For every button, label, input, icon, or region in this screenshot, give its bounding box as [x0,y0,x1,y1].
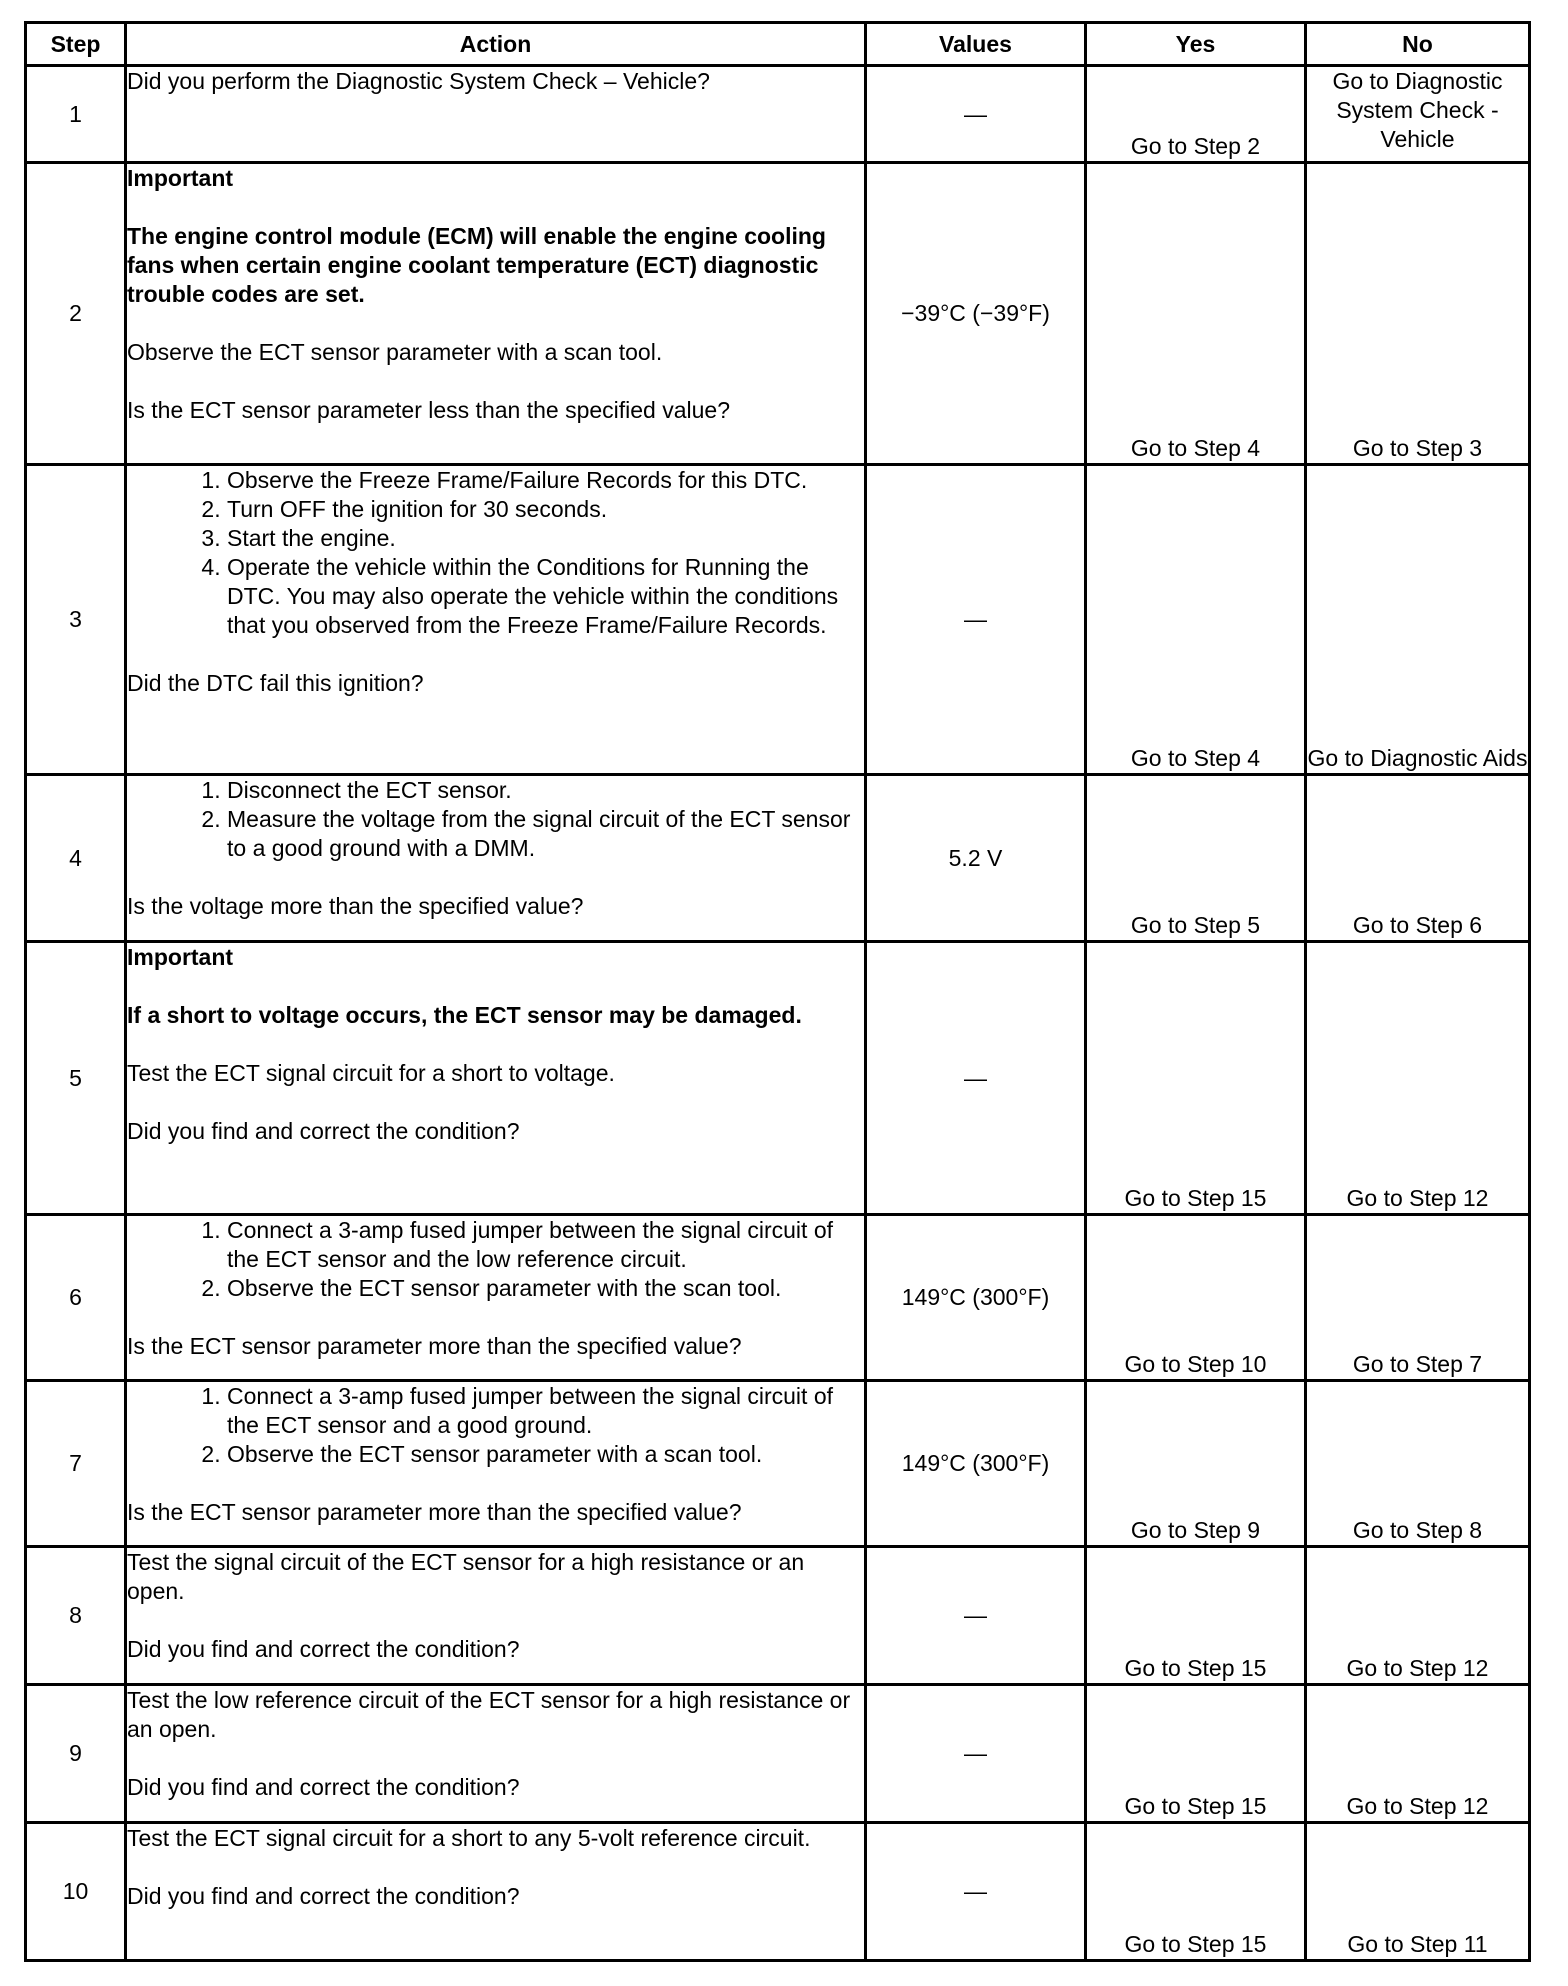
step-number: 3 [26,465,126,775]
no-cell: Go to Step 7 [1306,1215,1530,1381]
step-number: 1 [26,66,126,163]
yes-cell: Go to Step 4 [1086,163,1306,465]
instruction-text: Test the signal circuit of the ECT sensor for a high resistance or an open. [127,1549,805,1604]
question-text: Did you find and correct the condition? [127,1774,520,1800]
procedure-item: 1. Observe the Freeze Frame/Failure Records for this DTC. [227,466,864,495]
step-number: 2 [26,163,126,465]
value-cell: 149°C (300°F) [866,1215,1086,1381]
question-text: Is the ECT sensor parameter less than the specified value? [127,397,731,423]
action-cell [126,942,866,1215]
procedure-item: 3. Start the engine. [227,524,864,553]
header-no: No [1306,23,1530,66]
yes-cell: Go to Step 9 [1086,1381,1306,1547]
action-cell [126,775,866,942]
question-text: Did you find and correct the condition? [127,1118,520,1144]
value-cell: — [866,1547,1086,1685]
table-row [26,942,1530,1215]
table-row [26,163,1530,465]
yes-cell: Go to Step 15 [1086,1547,1306,1685]
question-text: Is the ECT sensor parameter more than the specified value? [127,1499,742,1525]
yes-cell: Go to Step 15 [1086,1823,1306,1961]
procedure-item: 2. Observe the ECT sensor parameter with the scan tool. [227,1274,864,1303]
action-cell [126,1685,866,1823]
question-text: Did you find and correct the condition? [127,1636,520,1662]
no-cell: Go to Step 8 [1306,1381,1530,1547]
instruction-text: Test the ECT signal circuit for a short to any 5-volt reference circuit. [127,1825,811,1851]
action-cell [126,1547,866,1685]
procedure-item: 1. Connect a 3-amp fused jumper between the signal circuit of the ECT sensor and the low reference circuit. [227,1216,864,1274]
value-cell: 5.2 V [866,775,1086,942]
procedure-item: 2. Turn OFF the ignition for 30 seconds. [227,495,864,524]
no-cell: Go to Diagnostic System Check - Vehicle [1306,66,1530,163]
table-row [26,775,1530,942]
no-cell: Go to Step 12 [1306,942,1530,1215]
step-number: 4 [26,775,126,942]
value-cell: 149°C (300°F) [866,1381,1086,1547]
no-cell: Go to Diagnostic Aids [1306,465,1530,775]
header-step: Step [26,23,126,66]
step-number: 7 [26,1381,126,1547]
header-yes: Yes [1086,23,1306,66]
important-label: Important [127,165,234,191]
step-number: 5 [26,942,126,1215]
diagnostic-table [24,21,1531,1962]
no-cell: Go to Step 12 [1306,1685,1530,1823]
no-cell: Go to Step 6 [1306,775,1530,942]
header-action: Action [126,23,866,66]
important-note: The engine control module (ECM) will enable the engine cooling fans when certain engine coolant temperature (ECT) diagnostic trouble codes are set. [127,223,826,307]
table-row [26,66,1530,163]
no-cell: Go to Step 3 [1306,163,1530,465]
value-cell: — [866,942,1086,1215]
yes-cell: Go to Step 15 [1086,1685,1306,1823]
procedure-item: 1. Connect a 3-amp fused jumper between the signal circuit of the ECT sensor and a good ground. [227,1382,864,1440]
yes-cell: Go to Step 2 [1086,66,1306,163]
important-note: If a short to voltage occurs, the ECT sensor may be damaged. [127,1002,802,1028]
procedure-list [127,1382,864,1469]
step-number: 9 [26,1685,126,1823]
value-cell: −39°C (−39°F) [866,163,1086,465]
procedure-item: 2. Measure the voltage from the signal circuit of the ECT sensor to a good ground with a DMM. [227,805,864,863]
procedure-list [127,466,864,640]
table-row [26,1547,1530,1685]
value-cell: — [866,1823,1086,1961]
procedure-item: 4. Operate the vehicle within the Conditions for Running the DTC. You may also operate the vehicle within the conditions that you observed from the Freeze Frame/Failure Records. [227,553,864,640]
value-cell: — [866,1685,1086,1823]
question-text: Is the voltage more than the specified value? [127,893,584,919]
header-row [26,23,1530,66]
procedure-item: 1. Disconnect the ECT sensor. [227,776,864,805]
table-row [26,1823,1530,1961]
action-cell [126,66,866,163]
instruction-text: Observe the ECT sensor parameter with a scan tool. [127,339,663,365]
question-text: Did you find and correct the condition? [127,1883,520,1909]
action-cell [126,1381,866,1547]
procedure-list [127,1216,864,1303]
yes-cell: Go to Step 15 [1086,942,1306,1215]
yes-cell: Go to Step 5 [1086,775,1306,942]
step-number: 8 [26,1547,126,1685]
question-text: Did the DTC fail this ignition? [127,670,424,696]
step-number: 10 [26,1823,126,1961]
table-row [26,1381,1530,1547]
procedure-item: 2. Observe the ECT sensor parameter with a scan tool. [227,1440,864,1469]
value-cell: — [866,66,1086,163]
action-cell [126,1215,866,1381]
header-values: Values [866,23,1086,66]
table-row [26,465,1530,775]
instruction-text: Test the ECT signal circuit for a short to voltage. [127,1060,615,1086]
yes-cell: Go to Step 4 [1086,465,1306,775]
question-text: Is the ECT sensor parameter more than the specified value? [127,1333,742,1359]
no-cell: Go to Step 12 [1306,1547,1530,1685]
value-cell: — [866,465,1086,775]
table-row [26,1215,1530,1381]
action-cell [126,465,866,775]
table-row [26,1685,1530,1823]
important-label: Important [127,944,234,970]
no-cell: Go to Step 11 [1306,1823,1530,1961]
question-text: Did you perform the Diagnostic System Check – Vehicle? [127,68,710,94]
yes-cell: Go to Step 10 [1086,1215,1306,1381]
procedure-list [127,776,864,863]
action-cell [126,163,866,465]
step-number: 6 [26,1215,126,1381]
instruction-text: Test the low reference circuit of the ECT sensor for a high resistance or an open. [127,1687,851,1742]
action-cell [126,1823,866,1961]
